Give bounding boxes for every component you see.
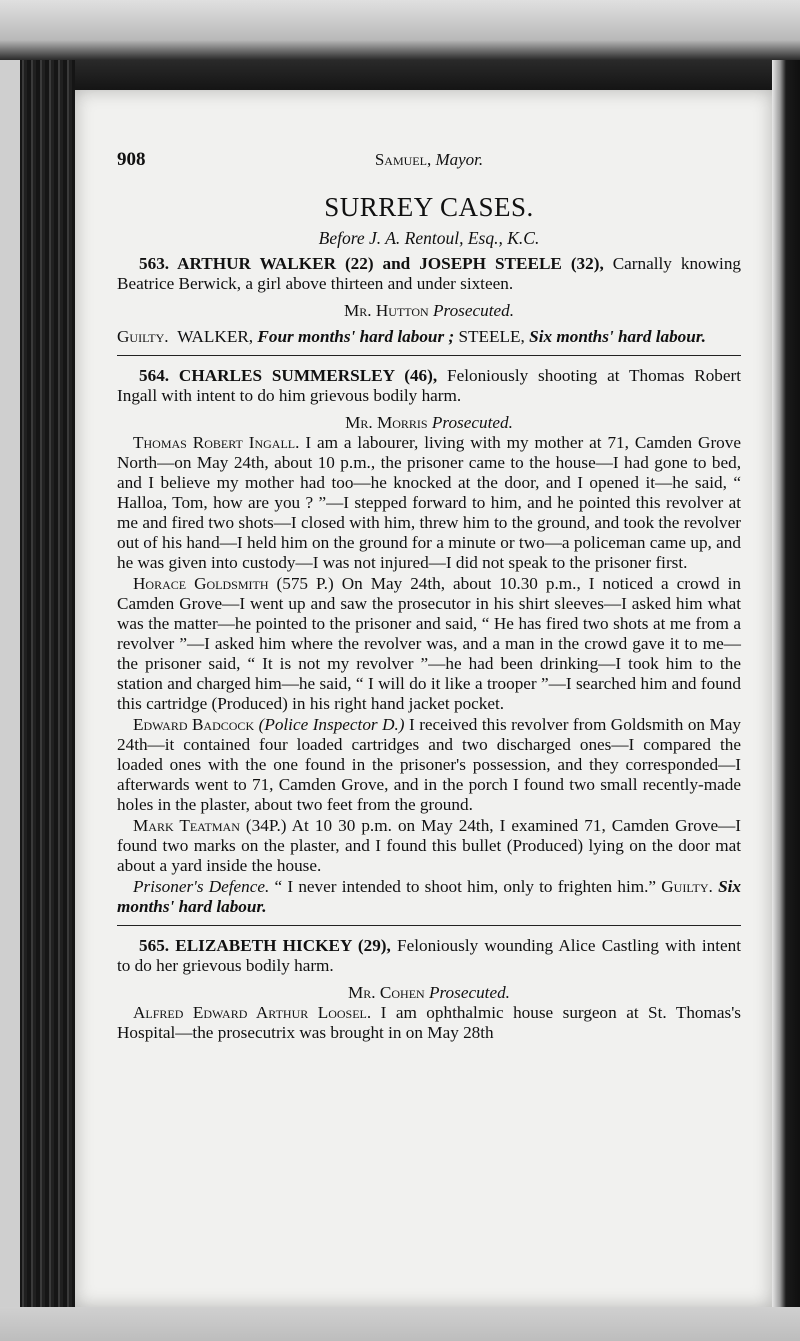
book-page (75, 90, 772, 1307)
page-content (117, 150, 741, 1043)
case-565-prosecuted: Prosecuted. (429, 983, 510, 1002)
case-565-counsel-name: Mr. Cohen (348, 983, 425, 1002)
case-563-counsel-name: Mr. Hutton (343, 301, 429, 320)
judge-line: Before J. A. Rentoul, Esq., K.C. (318, 228, 540, 248)
case-564-prosecuted: Prosecuted. (431, 413, 513, 432)
case-564-verdict-label: Guilty. (661, 877, 713, 896)
witness-name: Horace Goldsmith (133, 574, 269, 593)
running-head (117, 150, 741, 178)
case-563-steele: STEELE, (458, 327, 525, 346)
divider (117, 925, 741, 926)
book-spine-edge (0, 60, 75, 1341)
page-right-edge (772, 60, 800, 1341)
running-head-name: Samuel, (374, 150, 432, 169)
witness-statement: I am ophthalmic house surgeon at St. Thomas's Hospital—the prosecutrix was brought in on May 28th (117, 1003, 741, 1042)
case-563-verdict (117, 327, 741, 347)
witness-statement: On May 24th, about 10.30 p.m., I noticed a crowd in Camden Grove—I went up and saw the prosecutor in his shirt sleeves—I asked him what was the matter—he pointed to the prisoner and said, “ He has fired two shots at me from a revolver ”—I asked him where the revolver was, and a man in the crowd gave it to me—the prisoner said, “ It is not my revolver ”—he had been drinking—I took him to the station and charged him—he said, “ I will do it like a trooper ”—I searched him and found this cartridge (Produced) in his right hand jacket pocket. (117, 574, 742, 713)
testimony-ingall (117, 433, 741, 573)
case-564-sentence: Six months' hard labour. (117, 877, 742, 916)
case-563-heading (117, 254, 741, 294)
running-head-role: Mayor. (435, 150, 484, 169)
page-number: 908 (117, 149, 146, 170)
case-564-heading (117, 366, 741, 406)
defence-text: “ I never intended to shoot him, only to frighten him.” (274, 877, 657, 896)
prisoner-defence (117, 877, 741, 917)
case-564-charge: Feloniously shooting at Thomas Robert Ingall with intent to do him grievous bodily harm. (117, 366, 742, 405)
divider (117, 355, 741, 356)
witness-statement: At 10 30 p.m. on May 24th, I examined 71, Camden Grove—I found two marks on the plaster, and I found this bullet (Produced) lying on the door mat about a yard inside the house. (117, 816, 742, 875)
case-563-verdict-label: Guilty. (117, 327, 169, 346)
case-563-walker-sentence: Four months' hard labour ; (257, 327, 455, 346)
case-563-charge: Carnally knowing Beatrice Berwick, a girl above thirteen and under sixteen. (117, 254, 742, 293)
witness-rank: (34P.) (245, 816, 287, 835)
witness-statement: I am a labourer, living with my mother at 71, Camden Grove North—on May 24th, about 10 p.m., the prisoner came to the house—I had gone to bed, and I believe my mother had too—he knocked at the door, and I opened it—he said, “ Halloa, Tom, how are you ? ”—I stepped forward to him, and he pointed this revolver at me and fired two shots—I closed with him, threw him to the ground, and took the revolver out of his hand—I held him on the ground for a minute or two—a policeman came up, and he was given into custody—I was not injured—I did not speak to the prisoner first. (117, 433, 741, 572)
testimony-badcock (117, 715, 741, 815)
case-565-charge: Feloniously wounding Alice Castling with intent to do her grievous bodily harm. (117, 936, 742, 975)
case-563-walker: WALKER, (177, 327, 254, 346)
defence-label: Prisoner's Defence. (133, 877, 270, 896)
scan-top-edge (0, 0, 800, 95)
section-title: SURREY CASES. (324, 192, 534, 222)
case-563-steele-sentence: Six months' hard labour. (529, 327, 706, 346)
case-564-counsel-name: Mr. Morris (345, 413, 428, 432)
case-563-counsel (117, 301, 741, 321)
witness-name: Edward Badcock (133, 715, 255, 734)
scan-bottom-edge (0, 1307, 800, 1341)
case-563-prosecuted: Prosecuted. (433, 301, 514, 320)
case-563-defendants: 563. ARTHUR WALKER (22) and JOSEPH STEELE (32), (139, 254, 604, 273)
case-565-counsel (117, 983, 741, 1003)
witness-name: Thomas Robert Ingall. (133, 433, 300, 452)
case-564-defendant: 564. CHARLES SUMMERSLEY (46), (139, 366, 438, 385)
testimony-teatman (117, 816, 741, 876)
witness-rank: (Police Inspector D.) (258, 715, 405, 734)
witness-statement: I received this revolver from Goldsmith on May 24th—it contained four loaded cartridges and two discharged ones—I compared the loaded ones with the one found in the prisoner's possession, and they corresponded—I afterwards went to 71, Camden Grove, and in the porch I found two small recently-made holes in the plaster, about two feet from the ground. (117, 715, 742, 814)
testimony-goldsmith (117, 574, 741, 714)
case-564-counsel (117, 413, 741, 433)
witness-name: Mark Teatman (133, 816, 240, 835)
witness-name: Alfred Edward Arthur Loosel. (133, 1003, 372, 1022)
testimony-loosel (117, 1003, 741, 1043)
case-565-heading (117, 936, 741, 976)
running-head-title (117, 150, 741, 170)
case-565-defendant: 565. ELIZABETH HICKEY (29), (139, 936, 391, 955)
witness-rank: (575 P.) (276, 574, 334, 593)
